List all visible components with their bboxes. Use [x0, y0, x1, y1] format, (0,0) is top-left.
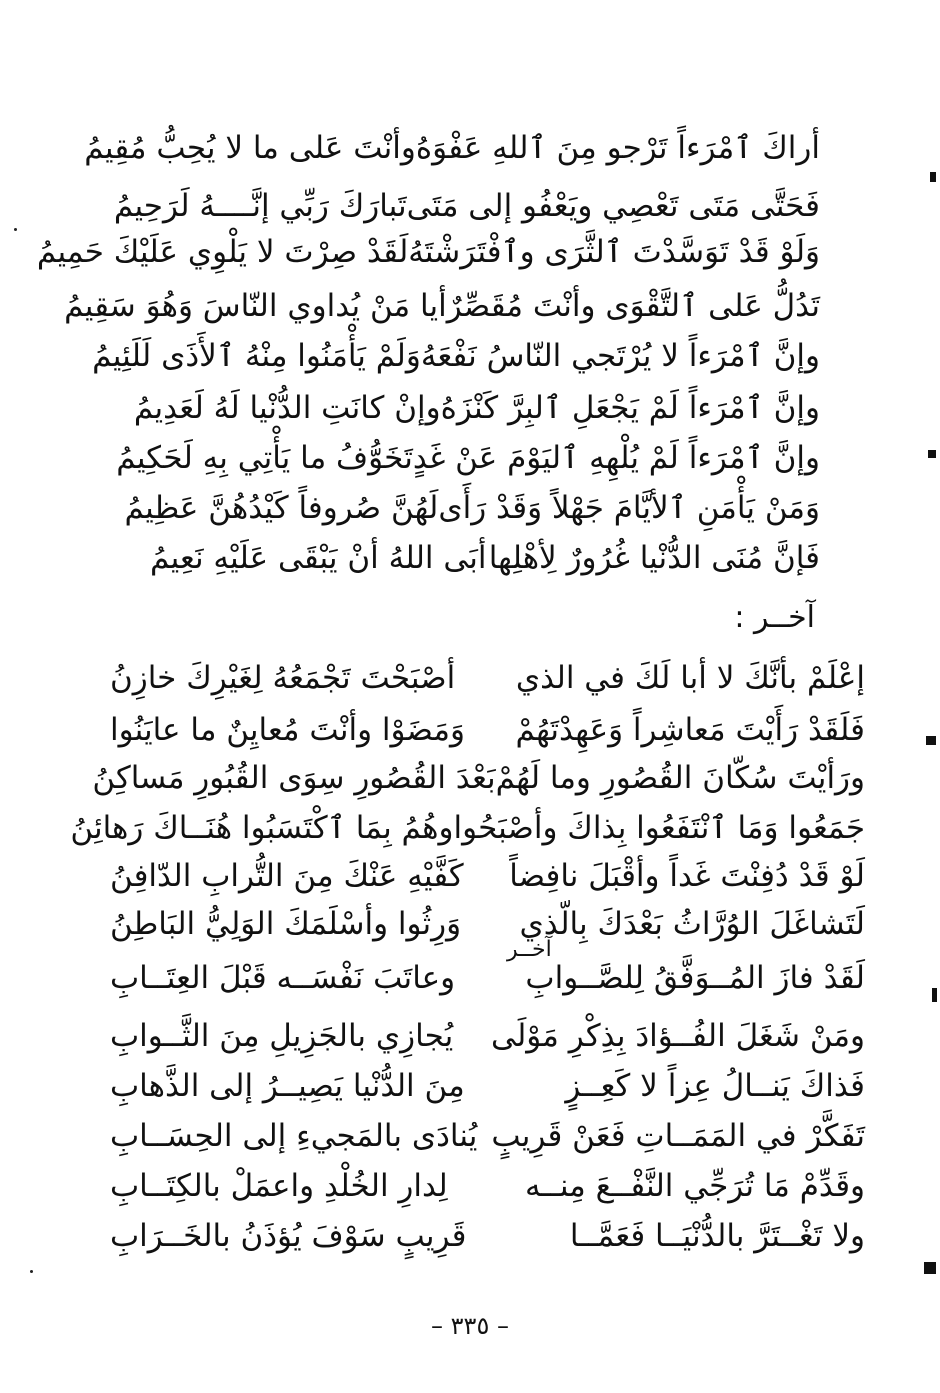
verse-line: [133, 390, 820, 427]
second-hemistich: أبَى اللهُ أنْ يَبْقَى عَلَيْهِ نَعِيمُ: [150, 540, 487, 576]
verse-line: [64, 288, 820, 325]
first-hemistich: فَذاكَ يَنــالُ عِزاً لا كَعِــزٍ: [565, 1068, 865, 1104]
first-hemistich: لَوْ قَدْ دُفِنْتَ غَداً وأقْبَلَ نافِضاً: [509, 858, 865, 894]
second-hemistich: تَبارَكَ رَبِّي إنَّــــهُ لَرَحِيمُ: [113, 188, 407, 224]
scan-speck: [14, 228, 17, 231]
verse-line: [110, 1218, 865, 1255]
second-hemistich: تَخَوُّفُ ما يَأْتِي بِهِ لَحَكِيمُ: [116, 440, 413, 476]
verse-line: [110, 1168, 865, 1205]
binding-mark: [924, 1262, 936, 1274]
binding-mark: [928, 450, 936, 458]
second-hemistich: بَعْدَ القُصُورِ سِوَى القُبُورِ مَساكِنُ: [92, 760, 496, 796]
binding-mark: [932, 988, 937, 1002]
second-hemistich: لَقَدْ صِرْتَ لا يَلْوِي عَلَيْكَ حَمِيمُ: [36, 234, 409, 270]
verse-line: [110, 660, 865, 697]
first-hemistich: تَفَكَّرْ في المَمَــاتِ فَعَنْ قَرِيبٍ: [491, 1118, 865, 1154]
second-hemistich: أصْبَحْتَ تَجْمَعُهُ لِغَيْرِكَ خازِنُ: [110, 660, 456, 696]
verse-line: [110, 858, 865, 895]
second-hemistich: وَرِثُوا وأسْلَمَكَ الوَلِيُّ البَاطِنُ: [110, 906, 462, 942]
first-hemistich: أراكَ ٱمْرَءاً تَرْجو مِنَ ٱللهِ عَفْوَهُ: [415, 130, 820, 166]
second-hemistich: وَمَضَوْا وأنْتَ مُعايِنٌ ما عايَنُوا: [110, 712, 465, 748]
second-hemistich: لِدارِ الخُلْدِ واعمَلْ بالكِتَــابِ: [110, 1168, 448, 1204]
first-hemistich: فَإنَّ مُنَى الدُّنْيا غُرُورٌ لِأهْلِها: [488, 540, 820, 576]
page-number: – ٣٣٥ –: [431, 1312, 509, 1340]
verse-line: [110, 906, 865, 943]
verse-line: [150, 540, 820, 577]
verse-line: [84, 130, 820, 167]
first-hemistich: تَدُلُّ عَلى ٱلتَّقْوَى وأنْتَ مُقَصِّرٌ: [446, 288, 820, 324]
second-hemistich: وهُمُ بِمَا ٱكْتَسَبُوا هُنَــاكَ رَهائِنُ: [70, 810, 454, 846]
second-hemistich: يُنادَى بالمَجيءِ إلى الحِسَــابِ: [110, 1118, 478, 1154]
binding-mark: [930, 172, 936, 182]
first-hemistich: وقَدِّمْ مَا تُرَجِّي النَّفْــعَ مِنــه: [525, 1168, 865, 1204]
second-hemistich: أيا مَنْ يُداوي النّاسَ وَهُوَ سَقِيمُ: [64, 288, 447, 324]
second-hemistich: يُجازِي بالجَزِيلِ مِنَ الثَّــوابِ: [110, 1018, 454, 1054]
first-hemistich: وإنَّ ٱمْرَءاً لَمْ يُلْهِهِ ٱليَوْمَ عَنْ غَدٍ: [412, 440, 820, 476]
second-hemistich: وإنْ كانَتِ الدُّنْيا لَهُ لَعَدِيمُ: [133, 390, 441, 426]
verse-line: [36, 234, 820, 271]
verse-line: [110, 1018, 865, 1055]
verse-line: [92, 338, 820, 375]
verse-line: [116, 440, 820, 477]
first-hemistich: وإنَّ ٱمْرَءاً لا يُرْتَجي النّاسُ نَفْعَهُ: [420, 338, 820, 374]
first-hemistich: ورَأيْتَ سُكّانَ القُصُورِ وما لَهُمْ: [495, 760, 865, 796]
second-hemistich: وأنْتَ عَلى ما لا يُحِبُّ مُقِيمُ: [84, 130, 416, 166]
first-hemistich: لَقَدْ فازَ المُــوَفَّقُ لِلصَّــوابِ: [525, 960, 865, 996]
second-hemistich: كَفَّيْهِ عَنْكَ مِنَ التُّرابِ الدّافِنُ: [110, 858, 464, 894]
first-hemistich: وَلَوْ قَدْ تَوَسَّدْتَ ٱلثَّرَى وٱفْتَرَشْتَهُ: [408, 234, 820, 270]
first-hemistich: ولا تَغْــتَرَّ بالدُّنْيَــا فَعَمَّــا: [569, 1218, 865, 1254]
first-hemistich: فَلَقَدْ رَأَيْتَ مَعاشِراً وَعَهِدْتَهُمْ: [515, 712, 865, 748]
verse-line: [110, 1068, 865, 1105]
second-hemistich: قَرِيبٍ سَوْفَ يُؤذَنُ بالخَــرَابِ: [110, 1218, 467, 1254]
second-hemistich: لَهُنَّ صُروفاً كَيْدُهُنَّ عَظِيمُ: [124, 490, 439, 526]
first-hemistich: وإنَّ ٱمْرَءاً لَمْ يَجْعَلِ ٱلبِرَّ كَنْزَهُ: [440, 390, 820, 426]
binding-mark: [926, 736, 936, 745]
first-hemistich: لَتَشاغَلَ الوُرَّاثُ بَعْدَكَ بِالّذي: [519, 906, 865, 942]
section-heading: آخــر :: [734, 600, 815, 635]
verse-line: [70, 810, 865, 847]
first-hemistich: إعْلَمْ بأنَّكَ لا أبا لَكَ في الذي: [515, 660, 865, 696]
verse-line: [113, 188, 820, 225]
second-hemistich: وعاتَبَ نَفْسَــه قَبْلَ العِتَــابِ: [110, 960, 456, 996]
first-hemistich: ومَنْ شَغَلَ الفُــؤادَ بِذِكْرِ مَوْلَى: [491, 1018, 865, 1054]
verse-line: [110, 712, 865, 749]
section-heading: آخــر: [507, 937, 552, 962]
first-hemistich: فَحَتَّى مَتَى تَعْصِي ويَعْفُو إلى مَتَى: [406, 188, 820, 224]
scan-speck: [30, 1270, 33, 1273]
verse-line: [110, 960, 865, 997]
first-hemistich: وَمَنْ يَأْمَنِ ٱلأيَّامَ جَهْلاً وَقَدْ رَأَى: [438, 490, 820, 526]
verse-line: [92, 760, 865, 797]
second-hemistich: وَلَمْ يَأْمَنُوا مِنْهُ ٱلأَذَى لَلَئِيمُ: [92, 338, 421, 374]
verse-line: [124, 490, 820, 527]
verse-line: [110, 1118, 865, 1155]
second-hemistich: مِنَ الدُّنْيا يَصِيــرُ إلى الذَّهابِ: [110, 1068, 465, 1104]
first-hemistich: جَمَعُوا وَمَا ٱنْتَفَعُوا بِذاكَ وأصْبَحُوا: [453, 810, 865, 846]
